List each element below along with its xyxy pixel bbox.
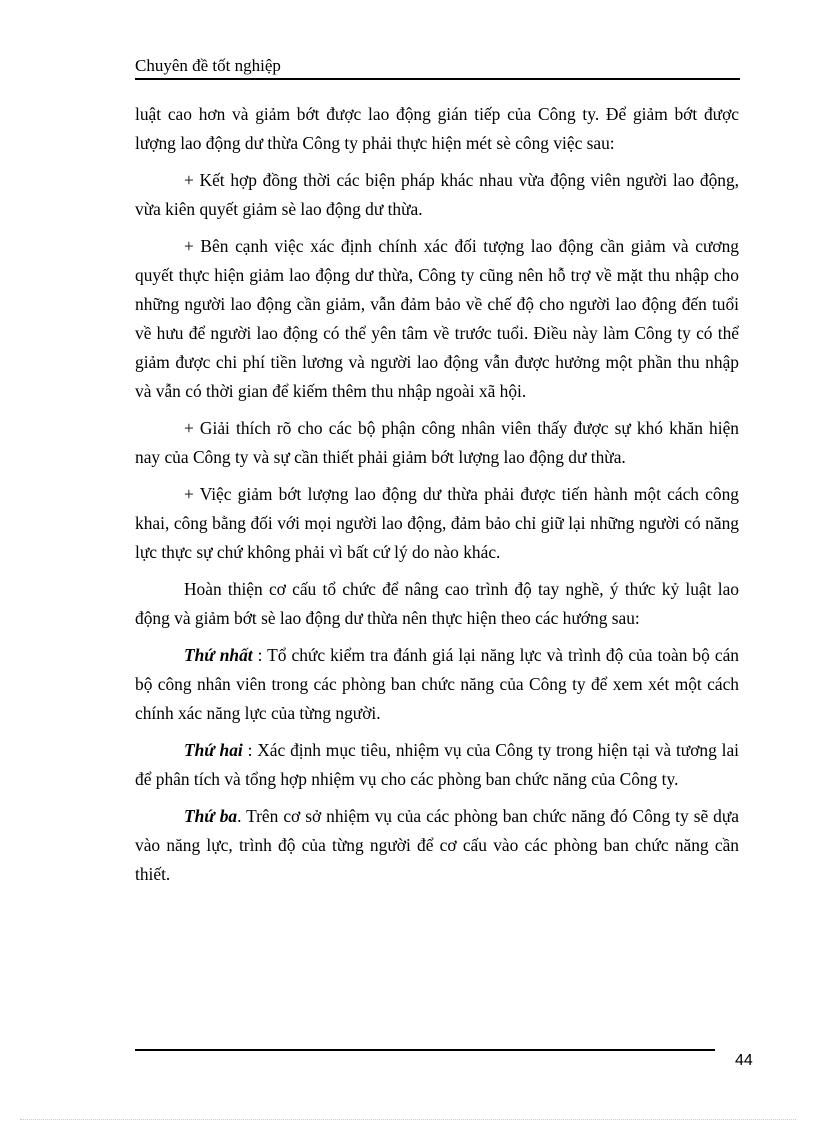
paragraph-step-2 [135,736,739,794]
paragraph-measure-3: + Giải thích rõ cho các bộ phận công nhân viên thấy được sự khó khăn hiện nay của Công ty và sự cần thiết phải giảm bớt lượng lao động dư thừa. [135,418,739,467]
document-body [135,100,739,897]
page-number: 44 [735,1052,753,1069]
paragraph-measure-2: + Bên cạnh việc xác định chính xác đối tượng lao động cần giảm và cương quyết thực hiện giảm lao động dư thừa, Công ty cũng nên hỗ trợ về mặt thu nhập cho những người lao động cần giảm, vẫn đảm bảo về chế độ cho người lao động đến tuổi về hưu để người lao động có thể yên tâm về trước tuổi. Điều này làm Công ty có thể giảm được chi phí tiền lương và người lao động vẫn được hưởng một phần thu nhập và vẫn có thời gian để kiếm thêm thu nhập ngoài xã hội. [135,236,739,401]
step-text-second: : Xác định mục tiêu, nhiệm vụ của Công ty trong hiện tại và tương lai để phân tích và tổng hợp nhiệm vụ cho các phòng ban chức năng của Công ty. [135,740,739,789]
paragraph-measure-4: + Việc giảm bớt lượng lao động dư thừa phải được tiến hành một cách công khai, công bằng đối với mọi người lao động, đảm bảo chỉ giữ lại những người có năng lực thực sự chứ không phải vì bất cứ lý do nào khác. [135,484,739,562]
step-text-third: . Trên cơ sở nhiệm vụ của các phòng ban chức năng đó Công ty sẽ dựa vào năng lực, trình độ của từng người để cơ cấu vào các phòng ban chức năng cần thiết. [135,806,740,884]
paragraph-step-3 [135,802,739,889]
step-label-first: Thứ nhất [184,645,253,665]
paragraph-step-1 [135,641,739,728]
header-title: Chuyên đề tốt nghiệp [135,56,281,75]
step-label-third: Thứ ba [184,806,238,826]
footer-rule [135,1049,715,1051]
step-text-first: : Tổ chức kiểm tra đánh giá lại năng lực và trình độ của toàn bộ cán bộ công nhân viên trong các phòng ban chức năng của Công ty để xem xét một cách chính xác năng lực của từng người. [135,645,739,723]
step-label-second: Thứ hai [184,740,243,760]
paragraph-continuation: luật cao hơn và giảm bớt được lao động gián tiếp của Công ty. Để giảm bớt được lượng lao động dư thừa Công ty phải thực hiện mét sè công việc sau: [135,104,739,153]
page-header [135,54,740,80]
paragraph-intro-directions: Hoàn thiện cơ cấu tổ chức để nâng cao trình độ tay nghề, ý thức kỷ luật lao động và giảm bớt sè lao động dư thừa nên thực hiện theo các hướng sau: [135,579,739,628]
page-edge-divider [20,1119,796,1120]
paragraph-measure-1: + Kết hợp đồng thời các biện pháp khác nhau vừa động viên người lao động, vừa kiên quyết giảm sè lao động dư thừa. [135,170,739,219]
